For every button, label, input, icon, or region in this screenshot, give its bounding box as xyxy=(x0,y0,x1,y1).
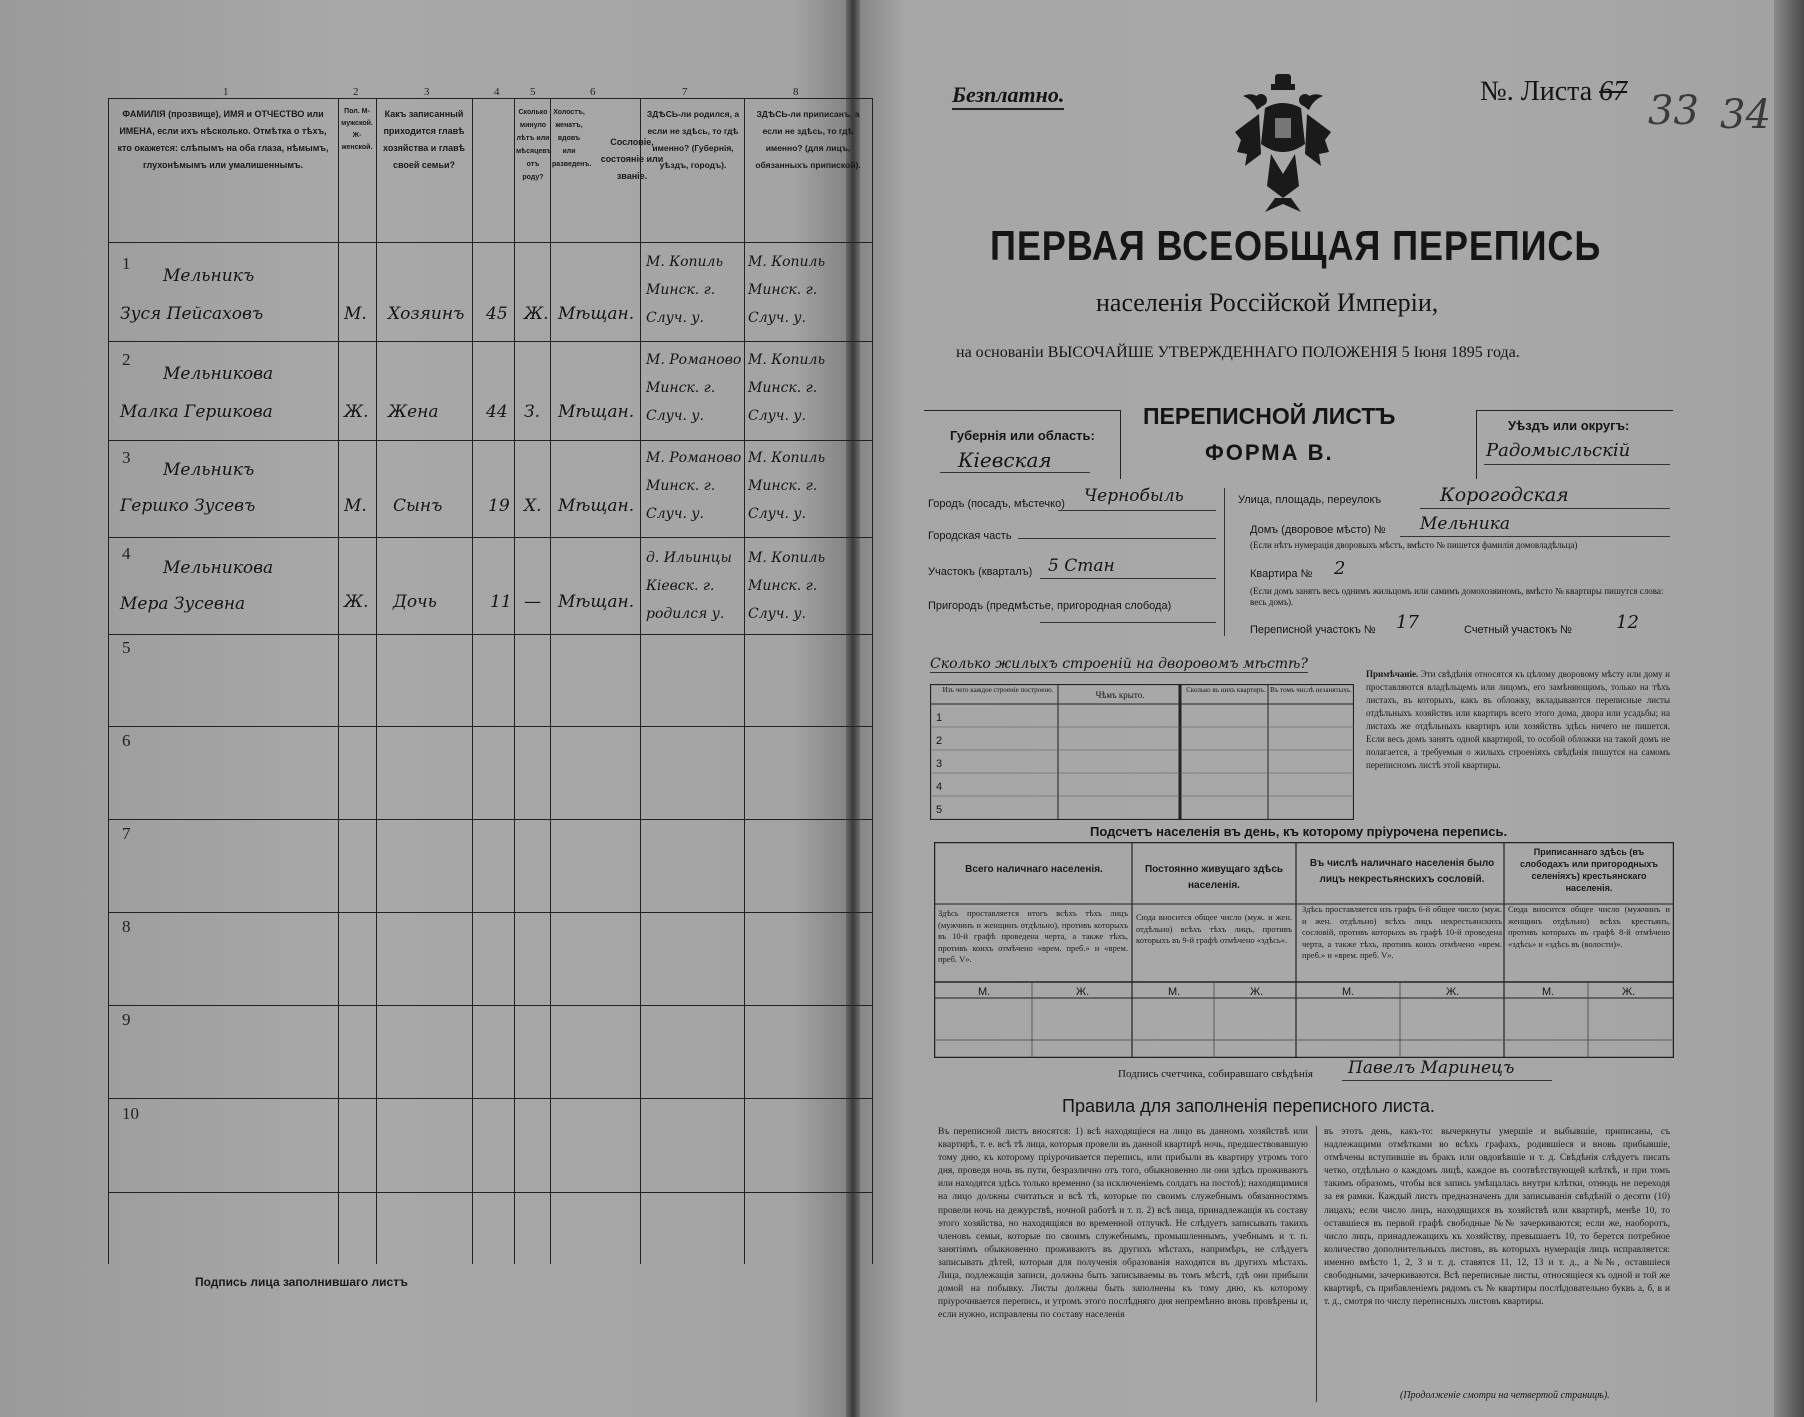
buildings-row-3: 3 xyxy=(936,758,943,770)
col-num-4: 4 xyxy=(494,86,500,98)
row-number: 6 xyxy=(122,731,131,750)
gorod-label: Городъ (посадъ, мѣстечко) xyxy=(928,498,1065,510)
rules-title: Правила для заполненія переписного листа. xyxy=(1062,1096,1435,1116)
row1-relation: Хозяинъ xyxy=(388,304,465,324)
perepisnoy-value: 17 xyxy=(1396,612,1419,633)
zh-label: Ж. xyxy=(1622,986,1636,998)
address-divider xyxy=(1224,488,1225,636)
note-text: Эти свѣдѣнія относятся къ цѣлому дворовому мѣсту или дому и проставляются владѣльцемъ или лицомъ, его замѣняющимъ, только на тѣхъ листахъ, въ которыхъ, какъ въ обложку, вкладываются переписные листы отдѣльныхъ хозяйствъ или квартиръ всего этого дома, двора или усадьбы; на листахъ же отдѣльныхъ квартиръ или хозяйствъ здѣсь ничего не пишется. Если весь домъ занятъ одной квартирой, то особой обложки на такой домъ не полагается, а требуемыя о жилыхъ строеніяхъ свѣдѣнія пишутся на самомъ переписномъ листѣ этой квартиры. xyxy=(1366,669,1670,770)
buildings-header-vacant: Въ томъ числѣ незанятыхъ. xyxy=(1270,686,1352,694)
row2-born-2: Минск. г. xyxy=(646,380,716,396)
row2-estate: Мѣщан. xyxy=(558,402,635,422)
schetny-label: Счетный участокъ № xyxy=(1464,624,1572,636)
buildings-row-5: 5 xyxy=(936,804,943,816)
ulitsa-line xyxy=(1420,508,1670,509)
row1-marital: Ж. xyxy=(524,304,549,324)
kvartira-label: Квартира № xyxy=(1250,568,1313,580)
row3-age: 19 xyxy=(488,496,510,516)
row2-given-name: Малка Гершкова xyxy=(120,402,273,422)
gor-chast-label: Городская часть xyxy=(928,530,1012,542)
schetny-value: 12 xyxy=(1616,612,1639,633)
buildings-table xyxy=(930,684,1354,820)
row-number: 10 xyxy=(122,1104,139,1123)
row3-born-2: Минск. г. xyxy=(646,478,716,494)
row2-reg-3: Случ. у. xyxy=(748,408,806,424)
row1-reg-1: М. Копиль xyxy=(748,254,826,270)
uezd-label: Уѣздъ или округъ: xyxy=(1508,418,1630,433)
buildings-header-roof: Чѣмъ крыто. xyxy=(1095,690,1145,700)
sheet-number-label: №. Листа xyxy=(1480,76,1593,107)
uezd-value: Радомысльскій xyxy=(1486,440,1631,461)
row-number: 9 xyxy=(122,1010,131,1029)
row4-sex: Ж. xyxy=(344,592,369,612)
col-num-5: 5 xyxy=(530,86,536,98)
uchastok-value: 5 Стан xyxy=(1048,556,1115,576)
row1-age: 45 xyxy=(486,304,508,324)
imperial-eagle-icon xyxy=(1235,74,1331,212)
row2-relation: Жена xyxy=(388,402,439,422)
m-label: М. xyxy=(978,986,991,998)
counter-sign-line xyxy=(1342,1080,1552,1081)
buildings-header-apartments: Сколько въ нихъ квартиръ. xyxy=(1186,686,1266,694)
row4-relation: Дочь xyxy=(393,592,437,612)
col-num-2: 2 xyxy=(353,86,359,98)
row2-reg-2: Минск. г. xyxy=(748,380,818,396)
row2-marital: З. xyxy=(524,402,540,422)
row-number: 4 xyxy=(122,544,131,563)
count-header-non-peasant: Въ числѣ наличнаго населенія было лицъ некрестьянскихъ сословій. xyxy=(1309,858,1495,885)
dom-label: Домъ (дворовое мѣсто) № xyxy=(1250,524,1386,536)
row4-born-1: д. Ильинцы xyxy=(646,550,732,566)
row4-reg-1: М. Копиль xyxy=(748,550,826,566)
row3-born-3: Случ. у. xyxy=(646,506,704,522)
buildings-row-1: 1 xyxy=(936,712,943,724)
row4-reg-2: Минск. г. xyxy=(748,578,818,594)
count-header-peasant: Приписаннаго здѣсь (въ слободахъ или пригородныхъ селеніяхъ) крестьянскаго населенія. xyxy=(1520,847,1658,893)
note-title: Примѣчаніе. xyxy=(1366,669,1419,679)
row4-surname: Мельникова xyxy=(163,558,274,578)
pencil-number-2: 34 xyxy=(1720,92,1771,138)
row3-reg-3: Случ. у. xyxy=(748,506,806,522)
row3-marital: Х. xyxy=(524,496,542,516)
count-body-peasant: Сюда вносится общее число (мужчинъ и женщинъ отдѣльно) всѣхъ крестьянъ, противъ которыхъ въ графѣ 8-й отмѣчено «здѣсь» и «здѣсь въ (волости)». xyxy=(1508,904,1670,949)
row-number: 8 xyxy=(122,917,131,936)
row4-reg-3: Случ. у. xyxy=(748,606,806,622)
guberniya-label: Губернія или область: xyxy=(950,428,1095,443)
gorod-value: Чернобыль xyxy=(1084,486,1184,506)
dom-line xyxy=(1400,536,1670,537)
book-edge xyxy=(1774,0,1804,1417)
row1-reg-2: Минск. г. xyxy=(748,282,818,298)
row3-reg-2: Минск. г. xyxy=(748,478,818,494)
prigorod-label: Пригородъ (предмѣстье, пригородная слобода) xyxy=(928,600,1172,612)
row3-born-1: М. Романово xyxy=(646,450,742,466)
row1-born-3: Случ. у. xyxy=(646,310,704,326)
dom-note: (Если нѣтъ нумерація дворовыхъ мѣстъ, вмѣсто № пишется фамилія домовладѣльца) xyxy=(1250,540,1578,550)
row3-surname: Мельникъ xyxy=(163,460,255,480)
rules-divider xyxy=(1316,1126,1317,1402)
buildings-question: Сколько жилыхъ строеній на дворовомъ мѣстѣ? xyxy=(930,656,1308,672)
row1-born-1: М. Копиль xyxy=(646,254,724,270)
buildings-note xyxy=(1366,668,1670,816)
counter-sign-label: Подпись счетчика, собиравшаго свѣдѣнія xyxy=(1118,1068,1313,1080)
col-header-registration: ЗДѢСЬ-ли приписанъ, а если не здѣсь, то гдѣ именно? (для лицъ, обязанныхъ припиской). xyxy=(755,109,861,170)
row-number: 3 xyxy=(122,448,131,467)
sheet-number-block xyxy=(1480,76,1627,108)
uezd-line xyxy=(1484,464,1670,465)
count-body-permanent: Сюда вносится общее число (муж. и жен. отдѣльно) всѣхъ тѣхъ лицъ, противъ которыхъ въ 9-й графѣ отмѣчено «здѣсь». xyxy=(1136,912,1292,945)
row4-given-name: Мера Зусевна xyxy=(120,594,246,614)
guberniya-value: Кіевская xyxy=(958,448,1052,472)
gorod-line xyxy=(1058,510,1216,511)
col-header-marital: Холостъ, женатъ, вдовъ или разведенъ. xyxy=(552,109,592,168)
row1-sex: М. xyxy=(344,304,367,324)
row4-born-2: Кіевск. г. xyxy=(646,578,715,594)
row4-age: 11 xyxy=(490,592,512,612)
dom-value: Мельника xyxy=(1420,514,1510,534)
count-title: Подсчетъ населенія въ день, къ которому пріурочена перепись. xyxy=(1090,824,1508,839)
row-number: 2 xyxy=(122,350,131,369)
basis-line: на основаніи ВЫСОЧАЙШЕ УТВЕРЖДЕННАГО ПОЛОЖЕНІЯ 5 Іюня 1895 года. xyxy=(956,344,1520,361)
perepisnoy-label: Переписной участокъ № xyxy=(1250,624,1376,636)
row-number: 5 xyxy=(122,638,131,657)
col-header-sex: Пол. М-мужской. Ж-женской. xyxy=(341,108,373,151)
sheet-number-value: 67 xyxy=(1599,76,1628,107)
person-table xyxy=(108,86,872,1264)
uchastok-label: Участокъ (кварталъ) xyxy=(928,566,1033,578)
count-header-present: Всего наличнаго населенія. xyxy=(965,864,1103,875)
row2-surname: Мельникова xyxy=(163,364,274,384)
subtitle: населенія Россійской Имперіи, xyxy=(1096,288,1439,317)
main-title: ПЕРВАЯ ВСЕОБЩАЯ ПЕРЕПИСЬ xyxy=(990,222,1602,269)
free-label: Безплатно. xyxy=(952,82,1064,110)
col-header-estate: Сословіе, состояніе или званіе. xyxy=(600,137,664,181)
row1-born-2: Минск. г. xyxy=(646,282,716,298)
pencil-number-1: 33 xyxy=(1648,88,1699,134)
m-label: М. xyxy=(1168,986,1181,998)
row3-given-name: Гершко Зусевъ xyxy=(120,496,256,516)
form-title-2: ФОРМА В. xyxy=(1205,440,1334,465)
kvartira-note: (Если домъ занятъ весь однимъ жильцомъ или самимъ домохозяиномъ, вмѣсто № квартиры пишутся слова: весь домъ). xyxy=(1250,586,1664,607)
prigorod-line xyxy=(1040,622,1216,623)
col-header-birthplace: ЗДѢСЬ-ли родился, а если не здѣсь, то гдѣ именно? (Губернія, уѣздъ, городъ). xyxy=(646,109,740,170)
row2-born-1: М. Романово xyxy=(646,352,742,368)
col-num-6: 6 xyxy=(590,86,596,98)
kvartira-value: 2 xyxy=(1334,558,1346,579)
counter-sign-value: Павелъ Маринецъ xyxy=(1348,1058,1515,1078)
guberniya-line xyxy=(940,472,1090,473)
row-number: 1 xyxy=(122,254,131,273)
row1-given-name: Зуся Пейсаховъ xyxy=(120,304,264,324)
rules-right-column: въ этотъ день, какъ-то: вычеркнуты умершіе и выбывшіе, приписаны, съ надлежащими отмѣтками во всѣхъ графахъ, родившіеся и вновь прибывшіе, отмѣчены вступившіе въ бракъ или овдовѣвшіе и т. д. Свѣдѣнія слѣдуетъ писать четко, отдѣльно о каждомъ лицѣ, каждое въ соотвѣтствующей клѣткѣ, и при томъ такимъ образомъ, чтобы вся запись умѣщалась внутри клѣтки, отнюдь не переходя за ея рамки. Каждый листъ предназначенъ для записыванія свѣдѣній о десяти (10) лицахъ; если число лицъ, находящихся въ хозяйствѣ или квартирѣ, менѣе 10, то оставшіеся въ первой графѣ свободные №№ зачеркиваются; если же, наоборотъ, число лицъ, принадлежащихъ къ хозяйству, превышаетъ 10, то берется потребное количество дополнительныхъ листовъ, въ которыхъ нумерація лицъ исправляется: именно вмѣсто 1, 2, 3 и т. д. ставятся 11, 12, 13 и т. д., а №№, оставшіеся свободными, зачеркиваются. Всѣ переписные листы, относящіеся къ одной и той же квартирѣ, съ прибавленіемъ рядомъ съ № квартиры послѣдовательно буквъ а, б, в и т. д., смотря по числу переписныхъ листовъ квартиры. xyxy=(1324,1127,1670,1308)
uchastok-line xyxy=(1040,578,1216,579)
row2-age: 44 xyxy=(486,402,508,422)
col-header-age: Сколько минуло лѣтъ или мѣсяцевъ отъ роду? xyxy=(516,109,552,181)
row1-surname: Мельникъ xyxy=(163,266,255,286)
buildings-row-4: 4 xyxy=(936,781,943,793)
row1-estate: Мѣщан. xyxy=(558,304,635,324)
row3-relation: Сынъ xyxy=(393,496,443,516)
row4-born-3: родился у. xyxy=(646,606,725,622)
row2-born-3: Случ. у. xyxy=(646,408,704,424)
col-num-8: 8 xyxy=(793,86,799,98)
buildings-row-2: 2 xyxy=(936,735,943,747)
gor-chast-line xyxy=(1018,538,1216,539)
row3-estate: Мѣщан. xyxy=(558,496,635,516)
row2-sex: Ж. xyxy=(344,402,369,422)
row-number: 7 xyxy=(122,824,131,843)
m-label: М. xyxy=(1542,986,1555,998)
ulitsa-value: Корогодская xyxy=(1440,484,1569,506)
row4-marital: — xyxy=(524,592,541,612)
col-num-1: 1 xyxy=(223,86,229,98)
buildings-header-material: Изъ чего каждое строеніе построено. xyxy=(942,686,1054,694)
row1-reg-3: Случ. у. xyxy=(748,310,806,326)
form-title-1: ПЕРЕПИСНОЙ ЛИСТЪ xyxy=(1143,403,1396,429)
zh-label: Ж. xyxy=(1250,986,1264,998)
m-label: М. xyxy=(1342,986,1355,998)
row2-reg-1: М. Копиль xyxy=(748,352,826,368)
count-header-permanent: Постоянно живущаго здѣсь населенія. xyxy=(1144,864,1284,891)
ulitsa-label: Улица, площадь, переулокъ xyxy=(1238,494,1382,506)
col-header-relation: Какъ записанный приходится главѣ хозяйства и главѣ своей семьи? xyxy=(383,109,465,170)
rules-left-column: Въ переписной листъ вносятся: 1) всѣ находящіеся на лицо въ данномъ хозяйствѣ или квартирѣ, т. е. всѣ тѣ лица, которыя провели въ данной квартирѣ ночь, предшествовавшую тому дню, къ которому пріурочивается перепись, или прибыли въ квартиру утромъ того дня, проведя ночь въ пути, безразлично отъ того, обыкновенно ли они здѣсь проживаютъ или находятся здѣсь только временно (за исключеніемъ солдатъ на постоѣ); находящимися на лицо должны считаться и всѣ тѣ, которые по своимъ служебнымъ обязанностямъ провели ночь на дежурствѣ, ночной работѣ и т. п. 2) всѣ лица, принадлежащія къ составу этого хозяйства, но находящіяся во временной отлучкѣ. Не слѣдуетъ записывать такихъ членовъ семьи, которые по своимъ служебнымъ, промышленнымъ, учебнымъ и т. п. занятіямъ обыкновенно проживаютъ въ другихъ мѣстахъ, напримѣръ, не слѣдуетъ записывать дѣтей, которыя для полученія образованія находятся въ другихъ мѣстахъ. Лица, подлежащія записи, должны быть записываемы въ томъ мѣстѣ, гдѣ они прибыли домой на побывку. Листы должны быть заполнены къ тому дню, къ которому пріурочивается перепись, и утромъ этого послѣдняго дня непремѣнно вновь провѣрены и, если нужно, исправлены по составу населенія xyxy=(938,1127,1308,1321)
col-num-3: 3 xyxy=(424,86,430,98)
row3-reg-1: М. Копиль xyxy=(748,450,826,466)
signer-label: Подпись лица заполнившаго листъ xyxy=(195,1275,408,1289)
row3-sex: М. xyxy=(344,496,367,516)
count-body-present: Здѣсь проставляется итогъ всѣхъ тѣхъ лицъ (мужчинъ и женщинъ отдѣльно), противъ которыхъ въ 10-й графѣ проведена черта, а также тѣхъ, противъ коихъ отмѣчено «врем. преб.» и «врем. преб. V». xyxy=(938,908,1128,964)
count-body-non-peasant: Здѣсь проставляется изъ графъ 6-й общее число (муж. и жен. отдѣльно) всѣхъ лицъ некрестьянскихъ сословій, противъ которыхъ въ графѣ 10-й проведена черта, а также тѣхъ, противъ коихъ отмѣчено «врем. преб.» и «врем. преб. V». xyxy=(1302,904,1502,960)
zh-label: Ж. xyxy=(1076,986,1090,998)
col-header-name: ФАМИЛІЯ (прозвище), ИМЯ и ОТЧЕСТВО или ИМЕНА, если ихъ нѣсколько. Отмѣтка о тѣхъ, кто окажется: слѣпымъ на оба глаза, нѣмымъ, глухонѣмымъ или умалишеннымъ. xyxy=(117,109,329,170)
rules-continue: (Продолженіе смотри на четвертой страницѣ). xyxy=(1400,1390,1610,1401)
zh-label: Ж. xyxy=(1446,986,1460,998)
col-num-7: 7 xyxy=(682,86,688,98)
row4-estate: Мѣщан. xyxy=(558,592,635,612)
